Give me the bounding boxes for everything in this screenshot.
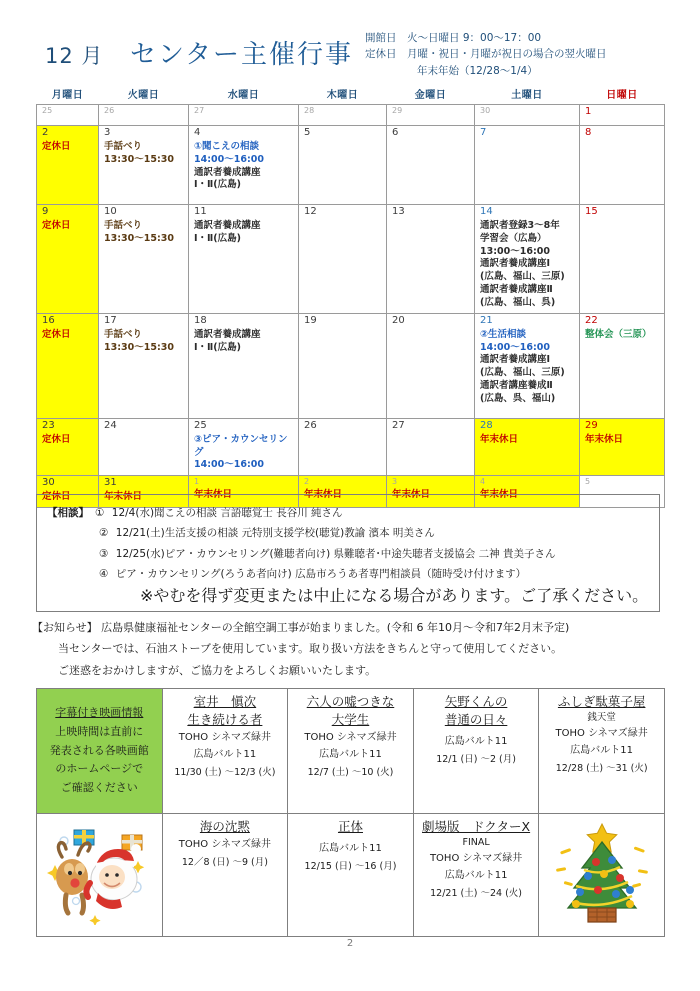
day-event-line: 年末休日 [194,488,233,500]
day-number: 17 [104,314,117,326]
day-event-line: 13:30〜15:30 [104,153,174,165]
day-events [37,219,98,236]
calendar-day-cell [99,105,189,126]
day-event-line: Ⅰ・Ⅱ(広島) [194,232,241,244]
day-number: 12 [304,206,317,217]
day-events [580,328,664,345]
calendar-day-cell [580,205,665,314]
calendar-day-cell [189,313,299,418]
day-event-line: 14:00〜16:00 [194,459,264,471]
consultation-item [47,523,653,543]
day-number: 25 [194,419,207,431]
subtitled-movie-table [36,688,665,937]
movie-dates: 12/7 (土) 〜10 (火) [307,767,394,779]
movie-dates: 11/30 (土) 〜12/3 (火) [174,767,276,779]
dow-saturday: 土曜日 [511,90,543,101]
day-number: 3 [392,477,398,487]
day-event-line: 年末休日 [304,488,343,500]
movie-subtitle: 銭天堂 [587,712,616,724]
movie-venue: 広島バルト11 [319,843,382,855]
day-number: 14 [480,206,493,217]
calendar-day-cell [299,105,387,126]
day-events [189,328,298,358]
day-number: 24 [104,419,117,431]
christmas-tree-icon [546,820,658,926]
calendar-day-cell [387,105,475,126]
dow-friday: 金曜日 [414,90,447,101]
day-event-line: 手話べり [104,328,143,340]
dow-tuesday: 火曜日 [127,90,160,101]
santa-reindeer-icon [40,821,158,925]
movie-title: 海の沈黙 [199,819,250,834]
day-number: 2 [42,127,49,138]
christmas-tree-illustration [539,814,665,937]
movie-venue: TOHO シネマズ緑井 [178,839,272,851]
calendar-day-cell [387,313,475,418]
day-event-line: 学習会（広島） [480,232,547,244]
day-events [475,219,579,313]
day-number: 21 [480,314,493,326]
day-events [189,433,298,475]
movie-cell [413,689,539,814]
movie-cell [162,689,288,814]
day-number: 27 [392,419,405,431]
calendar-day-cell [475,126,580,205]
day-number: 15 [585,206,598,217]
movie-venue: TOHO シネマズ緑井 [429,853,523,865]
subtitle-info-line: 発表される各映画館 [49,743,149,757]
day-events [189,140,298,195]
announcement-line-3: ご迷惑をおかけしますが、ご協力をよろしくお願いいたします。 [58,663,377,677]
day-number: 7 [480,127,487,138]
day-event-line: 通訳者養成講座 [194,328,261,340]
day-number: 27 [194,106,205,115]
calendar-day-cell [299,126,387,205]
day-number: 26 [304,419,317,431]
day-number: 3 [104,127,111,138]
day-number: 16 [42,314,55,326]
consultation-note: ※やむを得ず変更または中止になる場合があります。ご了承ください。 [140,586,649,605]
calendar-week-row [37,105,665,126]
day-event-line: 手話べり [104,220,143,231]
calendar-day-cell [387,418,475,475]
day-number: 5 [585,477,591,487]
movie-subtitle: FINAL [462,837,490,849]
day-event-line: 整体会（三原） [585,328,652,340]
calendar-day-cell [580,105,665,126]
calendar-day-cell [37,418,99,475]
movie-row-2 [37,814,665,937]
day-event-line: 14:00〜16:00 [480,341,550,353]
day-event-line: 通訳者養成講座Ⅱ [480,284,553,296]
consultation-text: 12/25(水)ピア・カウンセリング(難聴者向け) 県難聴者･中途失聴者支援協会 二神 貴美子さん [115,547,556,560]
consultation-text: ピア・カウンセリング(ろうあ者向け) 広島市ろうあ者専門相談員（随時受け付けます） [115,568,527,581]
dow-monday: 月曜日 [51,90,84,101]
closed-days-row [365,46,695,62]
movie-title: 六人の嘘つきな [306,694,395,709]
calendar-day-cell [475,313,580,418]
day-event-line: ②生活相談 [480,328,527,340]
calendar-day-cell [37,126,99,205]
movie-dates: 12/1 (日) 〜2 (月) [436,754,516,766]
day-event-line: 年末休日 [480,433,519,445]
day-number: 1 [194,477,200,487]
day-event-line: 通訳者養成講座 [194,220,261,231]
consultation-tag: 【相談】 [47,507,89,519]
movie-venue: TOHO シネマズ緑井 [178,732,272,744]
dow-wednesday: 水曜日 [227,90,260,101]
day-number: 5 [304,127,311,138]
day-number: 26 [104,106,115,115]
day-number: 8 [585,127,592,138]
movie-venue: 広島バルト11 [444,736,508,748]
day-event-line: 手話べり [104,141,143,152]
opening-days-label: 開館日 [365,32,397,44]
day-event-line: 定休日 [42,220,71,231]
day-number: 25 [42,106,53,115]
closed-days-label: 定休日 [365,48,397,61]
day-event-line: 13:30〜15:30 [104,232,174,244]
day-number: 13 [392,206,405,217]
day-event-line: (広島、呉、福山) [480,392,556,404]
calendar-day-cell [189,126,299,205]
consultation-marker: ④ [99,568,112,581]
announcement-line-1: 【お知らせ】 広島県健康福祉センターの全館空調工事が始まりました。(令和 6 年10月〜令和7年2月末予定) [32,621,570,634]
announcement-block [32,617,672,681]
day-event-line: 13:30〜15:30 [104,341,174,353]
day-number: 22 [585,314,598,326]
subtitle-info-line: 字幕付き映画情報 [55,705,144,719]
opening-hours-block [365,30,695,79]
calendar-day-cell [189,105,299,126]
movie-venue: TOHO シネマズ緑井 [304,732,397,744]
day-events [189,219,298,249]
day-event-line: 定休日 [42,141,71,152]
announcement-line-2: 当センターでは、石油ストーブを使用しています。取り扱い方法をきちんと守って使用してください。 [58,642,563,656]
day-number: 29 [585,419,598,431]
movie-venue: TOHO シネマズ緑井 [555,728,648,740]
consultation-note-wrap [36,583,660,606]
day-number: 30 [42,477,55,489]
calendar-day-cell [299,418,387,475]
day-number: 11 [194,206,207,217]
calendar-day-cell [387,205,475,314]
day-events [475,328,579,409]
calendar-day-cell [99,418,189,475]
calendar-day-cell [580,313,665,418]
movie-dates: 12/28 (土) 〜31 (火) [555,763,648,775]
calendar-day-cell [189,418,299,475]
day-event-line: 年末休日 [392,488,431,500]
consultation-text: 12/21(土)生活支援の相談 元特別支援学校(聴覚)教諭 濱本 明美さん [115,527,435,540]
calendar-day-cell [580,126,665,205]
calendar-day-cell [99,126,189,205]
opening-days-row [365,30,695,46]
movie-title: 正体 [337,819,363,834]
calendar-week-row [37,313,665,418]
day-events [37,433,98,450]
day-event-line: 通訳者養成講座Ⅰ [480,258,551,270]
day-number: 6 [392,127,399,138]
day-event-line: 13:00〜16:00 [480,245,550,257]
calendar-dow-header [37,86,665,105]
day-number: 2 [304,477,310,487]
day-number: 28 [480,419,493,431]
consultation-marker: ① [95,507,108,519]
day-number: 4 [194,127,201,138]
movie-row-1 [37,689,665,814]
movie-dates: 12／8 (日) 〜9 (月) [181,857,268,869]
day-event-line: 定休日 [42,328,71,340]
day-number: 31 [104,477,117,489]
subtitle-info-cell [37,689,163,814]
movie-venue: 広島バルト11 [319,749,382,761]
calendar-body [37,105,665,508]
day-events [37,140,98,157]
event-calendar [36,86,665,508]
calendar-day-cell [99,313,189,418]
subtitle-info-line: のホームページで [55,762,144,776]
day-number: 19 [304,314,317,326]
day-event-line: 年末休日 [480,488,519,500]
consultation-list [47,503,653,585]
day-event-line: ①聞こえの相談 [194,141,260,152]
calendar-day-cell [299,205,387,314]
santa [87,844,142,909]
movie-cell [539,689,665,814]
consultation-item [47,564,653,584]
day-number: 4 [480,477,486,487]
calendar-day-cell [37,105,99,126]
movie-venue: 広島バルト11 [570,745,634,757]
movie-title-line2: 生き続ける者 [187,712,263,728]
day-event-line: 定休日 [42,491,71,503]
day-number: 23 [42,419,55,431]
consultation-marker: ② [99,527,112,540]
day-event-line: 通訳者講座養成Ⅱ [480,379,553,391]
page-title: センター主催行事 [130,40,353,70]
calendar-day-cell [580,418,665,475]
day-event-line: (広島、福山、三原) [480,367,565,379]
day-event-line: 14:00〜16:00 [194,153,264,165]
day-event-line: 年末休日 [585,433,624,445]
day-number: 29 [392,106,403,115]
day-event-line: (広島、福山、呉) [480,296,556,308]
day-events [99,328,188,358]
day-event-line: 通訳者養成講座Ⅰ [480,354,551,366]
calendar-week-row [37,126,665,205]
subtitle-info-lines [40,704,159,799]
consultation-text: 12/4(水)聞こえの相談 言語聴覚士 長谷川 純さん [111,507,343,519]
day-events [37,328,98,345]
calendar-week-row [37,418,665,475]
consultation-item [47,503,653,523]
page-header [0,26,700,84]
movie-dates: 12/21 (土) 〜24 (火) [430,888,522,900]
day-event-line: ③ピア・カウンセリング [194,433,288,458]
calendar-day-cell [189,205,299,314]
movie-cell [288,814,414,937]
calendar-day-cell [475,205,580,314]
calendar-day-cell [475,418,580,475]
movie-dates: 12/15 (日) 〜16 (月) [304,861,397,873]
subtitle-info-line: 上映時間は直前に [55,724,144,738]
day-event-line: 通訳者登録3〜8年 [480,220,560,231]
day-number: 9 [42,206,49,217]
movie-cell [162,814,288,937]
calendar-day-cell [99,205,189,314]
day-number: 20 [392,314,405,326]
movie-title-line2: 大学生 [331,712,370,728]
day-events [475,433,579,450]
yearend-value: 年末年始（12/28〜1/4） [417,64,538,77]
consultation-item [47,544,653,564]
dow-sunday: 日曜日 [606,90,638,101]
consultation-marker: ③ [99,547,112,560]
calendar-day-cell [475,105,580,126]
day-event-line: Ⅰ・Ⅱ(広島) [194,341,241,353]
day-number: 10 [104,206,117,217]
calendar-day-cell [387,126,475,205]
closed-days-value: 月曜・祝日・月曜が祝日の場合の翌火曜日 [407,48,607,61]
day-number: 28 [304,106,315,115]
day-event-line: 年末休日 [104,491,143,503]
movie-cell [413,814,539,937]
movie-title: 室井 愼次 [193,694,257,709]
day-events [580,433,664,450]
day-number: 30 [480,106,491,115]
calendar-day-cell [37,313,99,418]
day-event-line: 定休日 [42,433,71,445]
day-events [99,219,188,249]
day-number: 1 [585,106,592,117]
santa-reindeer-illustration [37,814,163,937]
movie-venue: 広島バルト11 [193,749,257,761]
dow-thursday: 木曜日 [326,90,359,101]
yearend-row [365,63,695,79]
day-event-line: Ⅰ・Ⅱ(広島) [194,179,241,191]
calendar-day-cell [37,205,99,314]
movie-cell [288,689,414,814]
movie-title-line2: 普通の日々 [444,712,508,728]
day-event-line: (広島、福山、三原) [480,271,565,283]
day-number: 18 [194,314,207,326]
calendar-day-cell [299,313,387,418]
opening-days-value: 火〜日曜日 9：00〜17：00 [407,32,542,44]
page-number: 2 [346,938,354,949]
movie-title: 矢野くんの [444,694,508,709]
movie-title: ふしぎ駄菓子屋 [557,694,646,709]
movie-title: 劇場版 ドクターX [422,819,531,834]
subtitle-info-line: ご確認ください [60,781,138,795]
day-events [99,140,188,170]
month-label: 12 月 [45,44,104,68]
movie-venue: 広島バルト11 [444,870,508,882]
calendar-week-row [37,205,665,314]
day-event-line: 通訳者養成講座 [194,166,261,178]
